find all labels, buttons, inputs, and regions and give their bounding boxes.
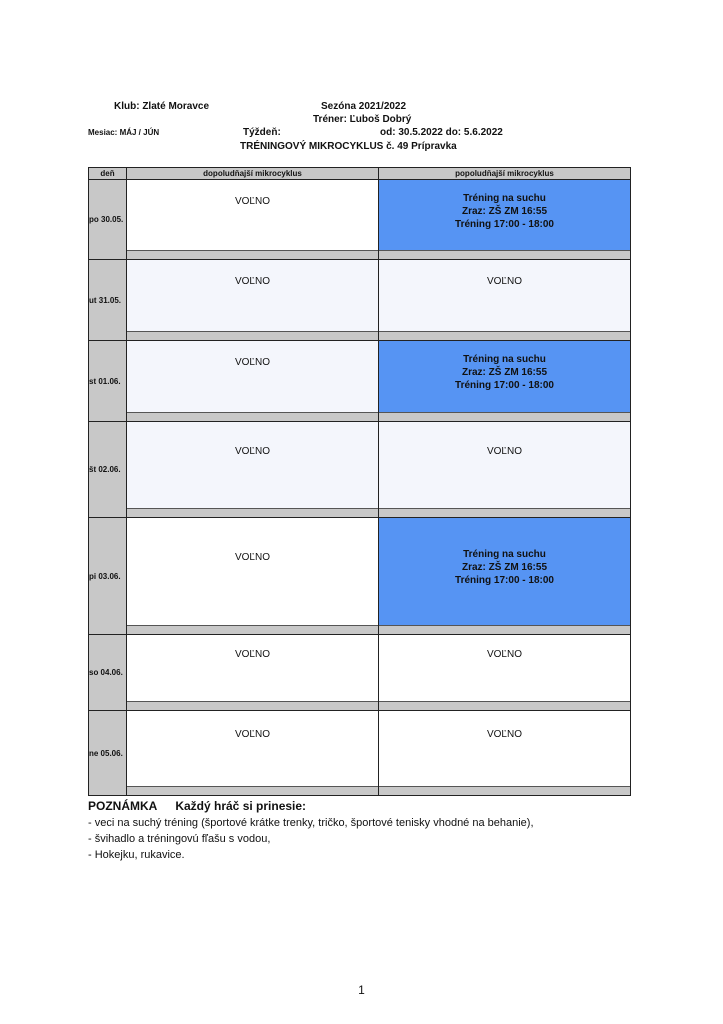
afternoon-cell bbox=[379, 518, 631, 635]
afternoon-cell bbox=[379, 341, 631, 422]
session-line: Tréning 17:00 - 18:00 bbox=[455, 575, 554, 586]
morning-cell bbox=[127, 711, 379, 796]
table-header-row bbox=[89, 168, 631, 180]
table-row bbox=[89, 635, 631, 711]
page-number: 1 bbox=[358, 983, 365, 997]
club-name: Klub: Zlaté Moravce bbox=[114, 101, 210, 112]
month: Mesiac: MÁJ / JÚN bbox=[88, 128, 160, 137]
row-footer-strip bbox=[379, 625, 630, 634]
session-line: Zraz: ZŠ ZM 16:55 bbox=[461, 562, 548, 573]
session-line: Tréning 17:00 - 18:00 bbox=[455, 218, 554, 230]
note-item: - veci na suchý tréning (športové krátke trenky, tričko, športové tenisky vhodné na behanie), bbox=[88, 817, 534, 829]
training-session bbox=[379, 518, 630, 625]
row-footer-strip bbox=[379, 701, 630, 710]
free-day bbox=[379, 711, 630, 786]
training-session bbox=[379, 180, 630, 250]
free-day bbox=[127, 180, 378, 250]
free-label: VOĽNO bbox=[234, 445, 270, 457]
season: Sezóna 2021/2022 bbox=[321, 101, 407, 112]
coach: Tréner: Ľuboš Dobrý bbox=[313, 114, 412, 125]
column-header-day: deň bbox=[89, 168, 127, 180]
note-label: POZNÁMKA bbox=[88, 799, 158, 813]
day-cell: ne 05.06. bbox=[89, 711, 127, 796]
note-title: Každý hráč si prinesie: bbox=[175, 799, 307, 813]
day-cell: st 01.06. bbox=[89, 341, 127, 422]
table-row bbox=[89, 711, 631, 796]
free-day bbox=[379, 422, 630, 508]
row-footer-strip bbox=[379, 508, 630, 517]
afternoon-cell bbox=[379, 635, 631, 711]
free-day bbox=[127, 422, 378, 508]
morning-cell bbox=[127, 260, 379, 341]
free-label: VOĽNO bbox=[486, 445, 522, 457]
free-label: VOĽNO bbox=[486, 729, 522, 740]
date-range: od: 30.5.2022 do: 5.6.2022 bbox=[380, 127, 503, 138]
microcycle-title: TRÉNINGOVÝ MIKROCYKLUS č. 49 Prípravka bbox=[240, 141, 457, 152]
table-row bbox=[89, 422, 631, 518]
row-footer-strip bbox=[379, 786, 630, 795]
table-row bbox=[89, 518, 631, 635]
free-day bbox=[127, 635, 378, 701]
row-footer-strip bbox=[127, 625, 378, 634]
schedule-table bbox=[88, 167, 631, 796]
free-label: VOĽNO bbox=[234, 552, 270, 563]
session-line: Zraz: ZŠ ZM 16:55 bbox=[461, 367, 548, 378]
day-cell: so 04.06. bbox=[89, 635, 127, 711]
row-footer-strip bbox=[127, 701, 378, 710]
free-label: VOĽNO bbox=[234, 729, 270, 740]
free-label: VOĽNO bbox=[486, 648, 522, 660]
morning-cell bbox=[127, 341, 379, 422]
day-cell: po 30.05. bbox=[89, 180, 127, 260]
column-header-afternoon: popoludňajší mikrocyklus bbox=[379, 168, 631, 180]
free-day bbox=[127, 341, 378, 412]
free-label: VOĽNO bbox=[234, 648, 270, 660]
row-footer-strip bbox=[127, 331, 378, 340]
training-session bbox=[379, 341, 630, 412]
afternoon-cell bbox=[379, 422, 631, 518]
row-footer-strip bbox=[379, 412, 630, 421]
note-heading bbox=[88, 799, 306, 813]
free-label: VOĽNO bbox=[234, 276, 270, 287]
session-line: Tréning 17:00 - 18:00 bbox=[455, 380, 554, 391]
free-day bbox=[127, 711, 378, 786]
table-row bbox=[89, 180, 631, 260]
day-cell: pi 03.06. bbox=[89, 518, 127, 635]
table-row bbox=[89, 341, 631, 422]
session-line: Zraz: ZŠ ZM 16:55 bbox=[461, 205, 548, 217]
day-cell: ut 31.05. bbox=[89, 260, 127, 341]
row-footer-strip bbox=[379, 250, 630, 259]
row-footer-strip bbox=[127, 508, 378, 517]
free-label: VOĽNO bbox=[234, 195, 270, 207]
free-day bbox=[127, 260, 378, 331]
morning-cell bbox=[127, 180, 379, 260]
day-cell: št 02.06. bbox=[89, 422, 127, 518]
free-day bbox=[127, 518, 378, 625]
note-item: - Hokejku, rukavice. bbox=[88, 849, 185, 861]
row-footer-strip bbox=[127, 412, 378, 421]
free-day bbox=[379, 635, 630, 701]
afternoon-cell bbox=[379, 180, 631, 260]
week-label: Týždeň: bbox=[243, 127, 281, 138]
session-line: Tréning na suchu bbox=[463, 354, 546, 365]
row-footer-strip bbox=[379, 331, 630, 340]
free-label: VOĽNO bbox=[234, 357, 270, 368]
row-footer-strip bbox=[127, 250, 378, 259]
afternoon-cell bbox=[379, 260, 631, 341]
row-footer-strip bbox=[127, 786, 378, 795]
afternoon-cell bbox=[379, 711, 631, 796]
morning-cell bbox=[127, 518, 379, 635]
table-row bbox=[89, 260, 631, 341]
free-day bbox=[379, 260, 630, 331]
morning-cell bbox=[127, 422, 379, 518]
column-header-morning: dopoludňajší mikrocyklus bbox=[127, 168, 379, 180]
free-label: VOĽNO bbox=[486, 276, 522, 287]
session-line: Tréning na suchu bbox=[463, 549, 546, 560]
session-line: Tréning na suchu bbox=[463, 192, 546, 204]
morning-cell bbox=[127, 635, 379, 711]
note-item: - švihadlo a tréningovú fľašu s vodou, bbox=[88, 833, 271, 845]
